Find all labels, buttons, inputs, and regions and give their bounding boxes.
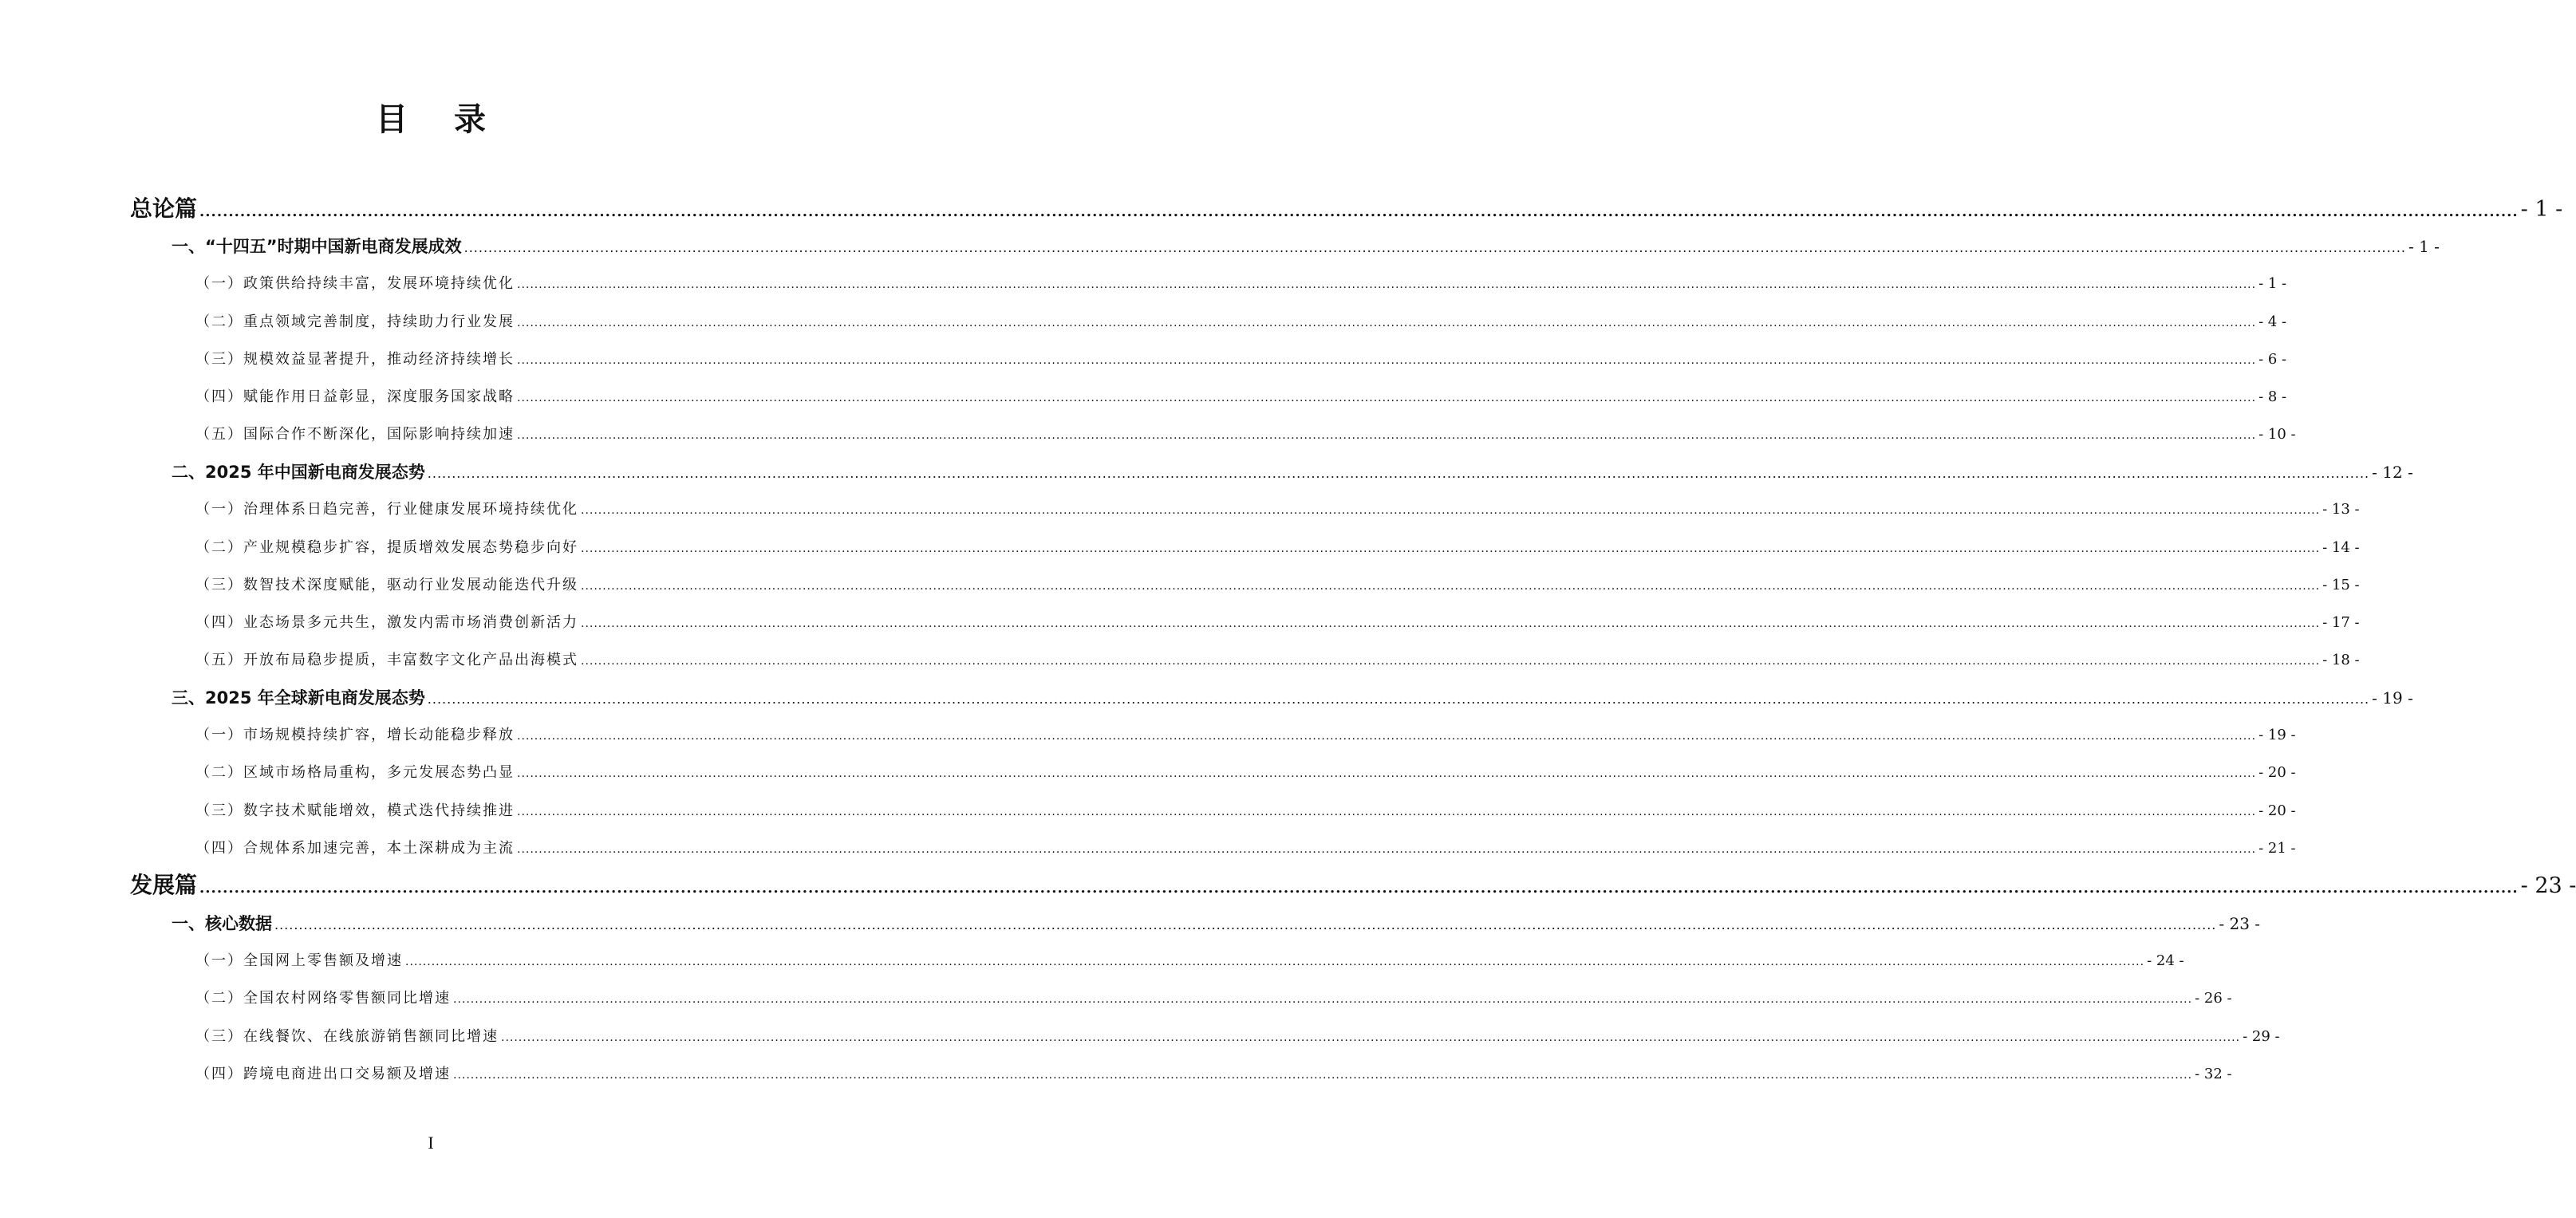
toc-section-entry[interactable]: [195, 952, 2184, 971]
toc-entry-label: （二）重点领域完善制度，持续助力行业发展: [195, 313, 515, 330]
toc-section-entry[interactable]: [195, 726, 2296, 745]
toc-entry-label: （四）合规体系加速完善，本土深耕成为主流: [195, 840, 515, 857]
toc-dot-leader: ................................................................................................................................................................................................................................................................................................................................................................................................................: [581, 655, 2321, 668]
toc-dot-leader: ................................................................................................................................................................................................................................................................................................................................................................................................................: [199, 203, 2519, 220]
toc-entry-label: （四）业态场景多元共生，激发内需市场消费创新活力: [195, 614, 578, 631]
toc-entry-label: 一、“十四五”时期中国新电商发展成效: [172, 237, 462, 256]
toc-entry-page: - 13 -: [2322, 501, 2360, 518]
toc-entry-label: （二）产业规模稳步扩容，提质增效发展态势稳步向好: [195, 539, 578, 556]
toc-section-entry[interactable]: [195, 313, 2287, 332]
toc-entry-page: - 1 -: [2258, 275, 2287, 292]
toc-entry-label: （五）国际合作不断深化，国际影响持续加速: [195, 426, 515, 443]
toc-section-entry[interactable]: [195, 839, 2296, 858]
toc-entry-label: 三、2025 年全球新电商发展态势: [172, 688, 425, 708]
toc-entry-page: - 6 -: [2258, 351, 2287, 368]
toc-entry-page: - 19 -: [2258, 727, 2296, 743]
toc-section-entry[interactable]: [195, 1027, 2280, 1047]
toc-entry-label: （一）市场规模持续扩容，增长动能稳步释放: [195, 727, 515, 743]
toc-dot-leader: ................................................................................................................................................................................................................................................................................................................................................................................................................: [274, 917, 2217, 932]
toc-chapter-entry[interactable]: [172, 687, 2413, 709]
toc-section-entry[interactable]: [195, 576, 2360, 595]
toc-dot-leader: ................................................................................................................................................................................................................................................................................................................................................................................................................: [517, 429, 2257, 442]
toc-section-entry[interactable]: [195, 763, 2296, 782]
toc-entry-page: - 14 -: [2322, 539, 2360, 556]
toc-chapter-entry[interactable]: [172, 913, 2261, 935]
toc-dot-leader: ................................................................................................................................................................................................................................................................................................................................................................................................................: [501, 1031, 2241, 1044]
toc-entry-label: （四）跨境电商进出口交易额及增速: [195, 1066, 451, 1082]
toc-dot-leader: ................................................................................................................................................................................................................................................................................................................................................................................................................: [427, 466, 2370, 481]
toc-entry-label: （四）赋能作用日益彰显，深度服务国家战略: [195, 388, 515, 405]
toc-entry-page: - 29 -: [2243, 1028, 2280, 1045]
page-number: I: [428, 1133, 434, 1153]
toc-dot-leader: ................................................................................................................................................................................................................................................................................................................................................................................................................: [453, 1069, 2193, 1082]
toc-entry-page: - 12 -: [2372, 463, 2413, 482]
toc-entry-page: - 20 -: [2258, 764, 2296, 781]
toc-section-entry[interactable]: [195, 613, 2360, 633]
toc-entry-page: - 24 -: [2147, 952, 2184, 969]
toc-entry-label: 一、核心数据: [172, 914, 272, 933]
toc-entry-page: - 8 -: [2258, 388, 2287, 405]
toc-entry-page: - 15 -: [2322, 577, 2360, 593]
toc-section-entry[interactable]: [195, 425, 2296, 444]
toc-entry-page: - 21 -: [2258, 840, 2296, 857]
toc-entry-page: - 20 -: [2258, 802, 2296, 819]
toc-section-entry[interactable]: [195, 538, 2360, 558]
toc-entry-page: - 23 -: [2219, 914, 2261, 933]
toc-section-entry[interactable]: [195, 388, 2287, 407]
toc-section-entry[interactable]: [195, 989, 2232, 1008]
toc-entry-page: - 4 -: [2258, 313, 2287, 330]
toc-section-entry[interactable]: [195, 274, 2287, 294]
toc-entry-label: （一）治理体系日趋完善，行业健康发展环境持续优化: [195, 501, 578, 518]
page-title: 目 录: [376, 101, 503, 138]
toc-entry-label: （一）政策供给持续丰富，发展环境持续优化: [195, 275, 515, 292]
toc-dot-leader: ................................................................................................................................................................................................................................................................................................................................................................................................................: [427, 692, 2370, 707]
toc-dot-leader: ................................................................................................................................................................................................................................................................................................................................................................................................................: [581, 504, 2321, 517]
toc-entry-label: 发展篇: [130, 872, 198, 898]
toc-dot-leader: ................................................................................................................................................................................................................................................................................................................................................................................................................: [517, 730, 2257, 743]
toc-chapter-entry[interactable]: [172, 461, 2413, 483]
toc-dot-leader: ................................................................................................................................................................................................................................................................................................................................................................................................................: [405, 956, 2145, 968]
toc-entry-label: （二）全国农村网络零售额同比增速: [195, 990, 451, 1007]
toc-dot-leader: ................................................................................................................................................................................................................................................................................................................................................................................................................: [517, 767, 2257, 780]
toc-entry-page: - 18 -: [2322, 652, 2360, 668]
toc-section-entry[interactable]: [195, 1065, 2232, 1084]
toc-entry-label: 二、2025 年中国新电商发展态势: [172, 463, 425, 482]
toc-part-entry[interactable]: [130, 195, 2563, 223]
toc-entry-label: （二）区域市场格局重构，多元发展态势凸显: [195, 764, 515, 781]
toc-entry-page: - 10 -: [2258, 426, 2296, 443]
toc-section-entry[interactable]: [195, 651, 2360, 670]
toc-section-entry[interactable]: [195, 802, 2296, 821]
toc-section-entry[interactable]: [195, 350, 2287, 369]
toc-entry-page: - 1 -: [2520, 197, 2563, 222]
toc-entry-page: - 1 -: [2408, 237, 2440, 256]
toc-section-entry[interactable]: [195, 500, 2360, 519]
toc-entry-page: - 17 -: [2322, 614, 2360, 631]
toc-dot-leader: ................................................................................................................................................................................................................................................................................................................................................................................................................: [517, 317, 2257, 329]
toc-dot-leader: ................................................................................................................................................................................................................................................................................................................................................................................................................: [453, 993, 2193, 1006]
toc-dot-leader: ................................................................................................................................................................................................................................................................................................................................................................................................................: [517, 843, 2257, 856]
toc-entry-page: - 19 -: [2372, 688, 2413, 708]
toc-entry-label: （一）全国网上零售额及增速: [195, 952, 403, 969]
toc-dot-leader: ................................................................................................................................................................................................................................................................................................................................................................................................................: [199, 880, 2519, 897]
toc-entry-label: （三）数字技术赋能增效，模式迭代持续推进: [195, 802, 515, 819]
toc-entry-page: - 26 -: [2195, 990, 2232, 1007]
toc-chapter-entry[interactable]: [172, 235, 2440, 258]
toc-dot-leader: ................................................................................................................................................................................................................................................................................................................................................................................................................: [517, 354, 2257, 367]
toc-dot-leader: ................................................................................................................................................................................................................................................................................................................................................................................................................: [517, 392, 2257, 404]
toc-entry-page: - 23 -: [2520, 873, 2576, 898]
toc-entry-label: 总论篇: [130, 195, 198, 222]
toc-entry-label: （三）在线餐饮、在线旅游销售额同比增速: [195, 1028, 499, 1045]
toc-entry-label: （三）规模效益显著提升，推动经济持续增长: [195, 351, 515, 368]
toc-dot-leader: ................................................................................................................................................................................................................................................................................................................................................................................................................: [581, 542, 2321, 555]
toc-entry-label: （五）开放布局稳步提质，丰富数字文化产品出海模式: [195, 652, 578, 668]
toc-dot-leader: ................................................................................................................................................................................................................................................................................................................................................................................................................: [517, 806, 2257, 818]
toc-dot-leader: ................................................................................................................................................................................................................................................................................................................................................................................................................: [581, 580, 2321, 593]
toc-part-entry[interactable]: [130, 872, 2576, 899]
toc-dot-leader: ................................................................................................................................................................................................................................................................................................................................................................................................................: [581, 617, 2321, 630]
toc-dot-leader: ................................................................................................................................................................................................................................................................................................................................................................................................................: [517, 278, 2257, 291]
toc-entry-label: （三）数智技术深度赋能，驱动行业发展动能迭代升级: [195, 577, 578, 593]
toc-entry-page: - 32 -: [2195, 1066, 2232, 1082]
toc-dot-leader: ................................................................................................................................................................................................................................................................................................................................................................................................................: [464, 240, 2406, 255]
